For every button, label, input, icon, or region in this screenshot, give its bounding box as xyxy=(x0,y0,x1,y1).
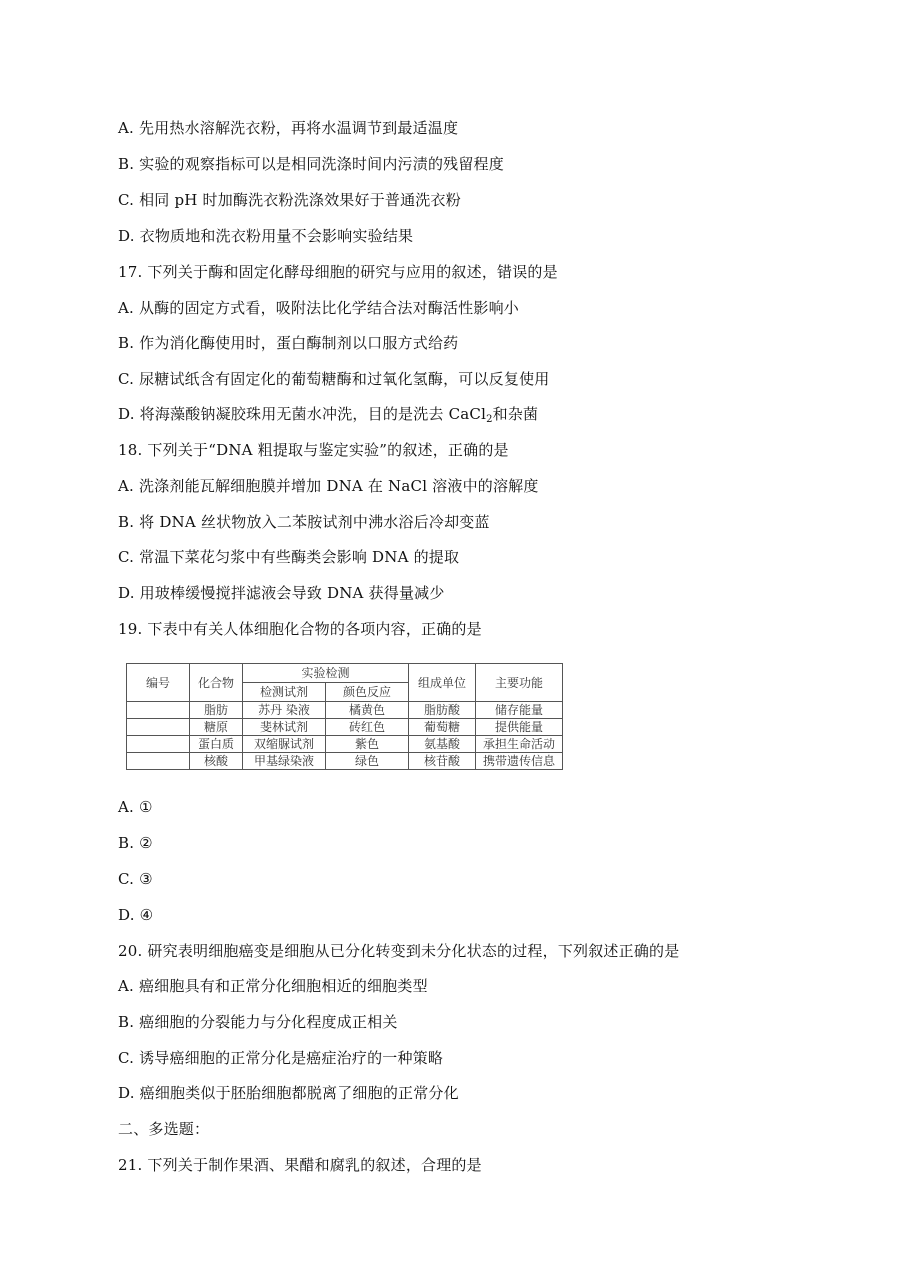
table-cell: 储存能量 xyxy=(476,702,563,719)
q18-option-a: A. 洗涤剂能瓦解细胞膜并增加 DNA 在 NaCl 溶液中的溶解度 xyxy=(118,477,539,495)
header-function: 主要功能 xyxy=(476,664,563,702)
header-reagent: 检测试剂 xyxy=(243,683,326,702)
table-cell xyxy=(127,736,190,753)
table-cell: 脂肪酸 xyxy=(409,702,476,719)
q19-stem: 19. 下表中有关人体细胞化合物的各项内容，正确的是 xyxy=(118,620,482,638)
table-cell: 糖原 xyxy=(190,719,243,736)
q16-option-d: D. 衣物质地和洗衣粉用量不会影响实验结果 xyxy=(118,227,414,245)
table-cell: 携带遗传信息 xyxy=(476,753,563,770)
table-row xyxy=(127,753,563,770)
table-cell: 蛋白质 xyxy=(190,736,243,753)
q16-option-a: A. 先用热水溶解洗衣粉，再将水温调节到最适温度 xyxy=(118,119,459,137)
table-cell xyxy=(127,719,190,736)
table-cell: 脂肪 xyxy=(190,702,243,719)
table-cell: 承担生命活动 xyxy=(476,736,563,753)
table-cell: 橘黄色 xyxy=(326,702,409,719)
table-cell: 葡萄糖 xyxy=(409,719,476,736)
header-unit: 组成单位 xyxy=(409,664,476,702)
q18-option-c: C. 常温下菜花匀浆中有些酶类会影响 DNA 的提取 xyxy=(118,548,460,566)
q20-option-d: D. 癌细胞类似于胚胎细胞都脱离了细胞的正常分化 xyxy=(118,1084,459,1102)
table-cell: 双缩脲试剂 xyxy=(243,736,326,753)
q19-option-d: D. ④ xyxy=(118,906,154,924)
q17-option-a: A. 从酶的固定方式看，吸附法比化学结合法对酶活性影响小 xyxy=(118,299,519,317)
q17-option-c: C. 尿糖试纸含有固定化的葡萄糖酶和过氧化氢酶，可以反复使用 xyxy=(118,370,550,388)
table-cell: 核酸 xyxy=(190,753,243,770)
table-cell: 氨基酸 xyxy=(409,736,476,753)
compound-table xyxy=(126,663,563,770)
table-header-row xyxy=(127,664,563,683)
q20-stem: 20. 研究表明细胞癌变是细胞从已分化转变到未分化状态的过程，下列叙述正确的是 xyxy=(118,942,680,960)
q17-option-b: B. 作为消化酶使用时，蛋白酶制剂以口服方式给药 xyxy=(118,334,459,352)
q20-option-b: B. 癌细胞的分裂能力与分化程度成正相关 xyxy=(118,1013,398,1031)
q18-stem: 18. 下列关于“DNA 粗提取与鉴定实验”的叙述，正确的是 xyxy=(118,441,509,459)
q19-option-b: B. ② xyxy=(118,834,153,852)
table-cell xyxy=(127,753,190,770)
table-cell: 斐林试剂 xyxy=(243,719,326,736)
table-cell xyxy=(127,702,190,719)
table-cell: 提供能量 xyxy=(476,719,563,736)
q17-option-d-text: D. 将海藻酸钠凝胶珠用无菌水冲洗，目的是洗去 CaCl xyxy=(118,405,487,423)
table-cell: 绿色 xyxy=(326,753,409,770)
table-cell: 苏丹 染液 xyxy=(243,702,326,719)
subscript-2: 2 xyxy=(486,414,493,425)
header-color: 颜色反应 xyxy=(326,683,409,702)
header-experiment: 实验检测 xyxy=(243,664,409,683)
q18-option-d: D. 用玻棒缓慢搅拌滤液会导致 DNA 获得量减少 xyxy=(118,584,445,602)
q19-option-c: C. ③ xyxy=(118,870,153,888)
q20-option-c: C. 诱导癌细胞的正常分化是癌症治疗的一种策略 xyxy=(118,1049,444,1067)
q17-option-d-tail: 和杂菌 xyxy=(492,405,539,423)
table-cell: 核苷酸 xyxy=(409,753,476,770)
q19-option-a: A. ① xyxy=(118,798,153,816)
section-multiple-choice: 二、多选题： xyxy=(118,1120,210,1138)
q21-stem: 21. 下列关于制作果酒、果醋和腐乳的叙述，合理的是 xyxy=(118,1156,482,1174)
q17-option-d xyxy=(118,404,538,424)
table-row xyxy=(127,719,563,736)
header-compound: 化合物 xyxy=(190,664,243,702)
compound-table-image xyxy=(124,655,564,776)
q17-stem: 17. 下列关于酶和固定化酵母细胞的研究与应用的叙述，错误的是 xyxy=(118,263,558,281)
header-number: 编号 xyxy=(127,664,190,702)
table-cell: 紫色 xyxy=(326,736,409,753)
q20-option-a: A. 癌细胞具有和正常分化细胞相近的细胞类型 xyxy=(118,977,428,995)
q16-option-b: B. 实验的观察指标可以是相同洗涤时间内污渍的残留程度 xyxy=(118,155,504,173)
q16-option-c: C. 相同 pH 时加酶洗衣粉洗涤效果好于普通洗衣粉 xyxy=(118,191,461,209)
q18-option-b: B. 将 DNA 丝状物放入二苯胺试剂中沸水浴后冷却变蓝 xyxy=(118,513,490,531)
table-row xyxy=(127,736,563,753)
table-row xyxy=(127,702,563,719)
table-cell: 甲基绿染液 xyxy=(243,753,326,770)
table-cell: 砖红色 xyxy=(326,719,409,736)
